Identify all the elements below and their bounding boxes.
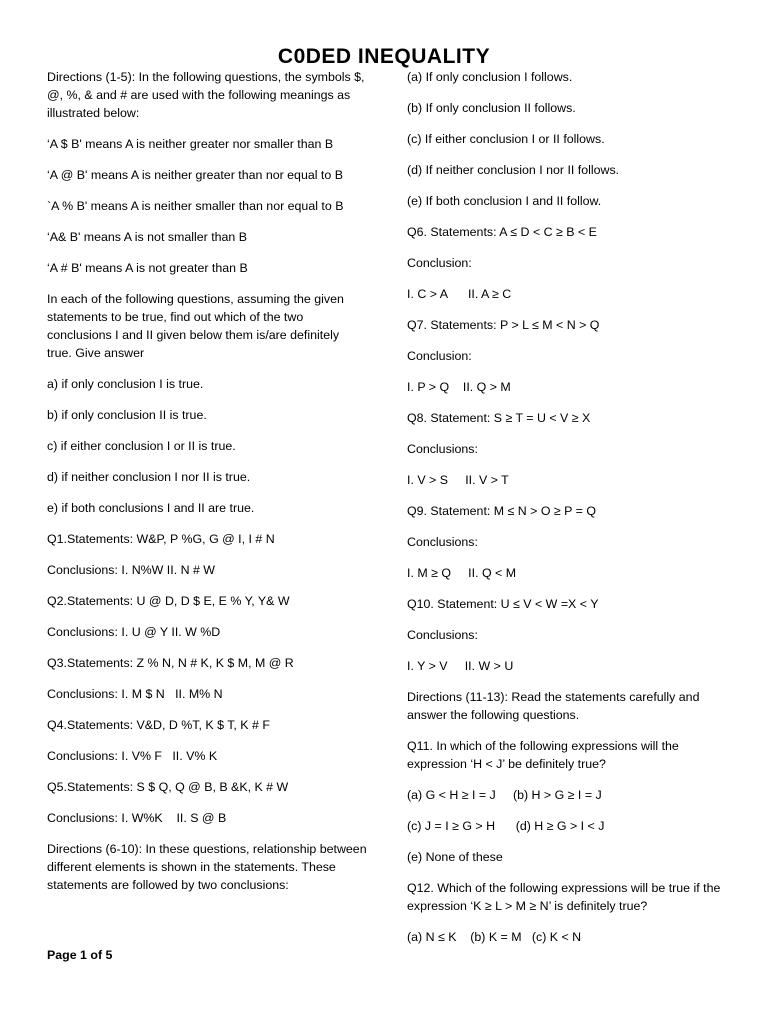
page-number: Page 1 of 5 — [47, 948, 113, 962]
right-paragraph: (e) None of these — [407, 850, 503, 864]
right-paragraph: Conclusions: — [407, 628, 478, 642]
left-paragraph: In each of the following questions, assuming the given statements to be true, find out which of the two conclusions I and II given below them is/are definitely true. Give answer — [47, 292, 348, 360]
left-paragraph: c) if either conclusion I or II is true. — [47, 439, 236, 453]
right-paragraph: I. M ≥ Q II. Q < M — [407, 566, 517, 580]
right-paragraph: Q7. Statements: P > L ≤ M < N > Q — [407, 318, 600, 332]
left-paragraph: Conclusions: I. M $ N II. M% N — [47, 687, 223, 701]
left-paragraph: Q5.Statements: S $ Q, Q @ B, B &K, K # W — [47, 780, 289, 794]
left-paragraph: ‘A # B' means A is not greater than B — [47, 261, 248, 275]
left-paragraph: Q1.Statements: W&P, P %G, G @ I, I # N — [47, 532, 275, 546]
right-paragraph: Conclusion: — [407, 256, 472, 270]
left-paragraph: d) if neither conclusion I nor II is true. — [47, 470, 251, 484]
right-paragraph: Directions (11-13): Read the statements carefully and answer the following questions. — [407, 690, 703, 722]
right-paragraph: (b) If only conclusion II follows. — [407, 101, 576, 115]
left-paragraph: b) if only conclusion II is true. — [47, 408, 207, 422]
right-paragraph: Q8. Statement: S ≥ T = U < V ≥ X — [407, 411, 591, 425]
left-paragraph: Q4.Statements: V&D, D %T, K $ T, K # F — [47, 718, 270, 732]
document-title: C0DED INEQUALITY — [277, 45, 491, 68]
right-paragraph: Q10. Statement: U ≤ V < W =X < Y — [407, 597, 599, 611]
right-paragraph: (c) If either conclusion I or II follows. — [407, 132, 605, 146]
right-paragraph: Q6. Statements: A ≤ D < C ≥ B < E — [407, 225, 597, 239]
left-paragraph: ‘A @ B' means A is neither greater than nor equal to B — [47, 168, 343, 182]
left-column — [47, 68, 371, 894]
right-paragraph: (a) If only conclusion I follows. — [407, 70, 573, 84]
left-paragraph: ‘A& B' means A is not smaller than B — [47, 230, 248, 244]
right-paragraph: Q11. In which of the following expressions will the expression ‘H < J’ be definitely true? — [407, 739, 683, 771]
left-paragraph: Directions (6-10): In these questions, relationship between different elements is shown in the statements. These statements are followed by two conclusions: — [47, 842, 371, 892]
right-paragraph: (a) N ≤ K (b) K = M (c) K < N — [407, 930, 582, 944]
left-paragraph: Q2.Statements: U @ D, D $ E, E % Y, Y& W — [47, 594, 290, 608]
left-paragraph: Conclusions: I. N%W II. N # W — [47, 563, 215, 577]
left-paragraph: Directions (1-5): In the following questions, the symbols $, @, %, & and # are used with the following meanings as illustrated below: — [47, 70, 368, 120]
right-paragraph: I. C > A II. A ≥ C — [407, 287, 512, 301]
right-column — [407, 68, 732, 946]
right-paragraph: (a) G < H ≥ I = J (b) H > G ≥ I = J — [407, 788, 602, 802]
left-paragraph: e) if both conclusions I and II are true. — [47, 501, 255, 515]
right-paragraph: Conclusion: — [407, 349, 472, 363]
left-paragraph: Q3.Statements: Z % N, N # K, K $ M, M @ R — [47, 656, 294, 670]
left-paragraph: ‘A $ B' means A is neither greater nor smaller than B — [47, 137, 334, 151]
right-paragraph: I. Y > V II. W > U — [407, 659, 514, 673]
right-paragraph: Conclusions: — [407, 535, 478, 549]
right-paragraph: (c) J = I ≥ G > H (d) H ≥ G > I < J — [407, 819, 605, 833]
right-paragraph: Q12. Which of the following expressions will be true if the expression ‘K ≥ L > M ≥ N’ is definitely true? — [407, 881, 724, 913]
right-paragraph: Conclusions: — [407, 442, 478, 456]
left-paragraph: Conclusions: I. V% F II. V% K — [47, 749, 218, 763]
right-paragraph: Q9. Statement: M ≤ N > O ≥ P = Q — [407, 504, 596, 518]
right-paragraph: I. V > S II. V > T — [407, 473, 509, 487]
left-paragraph: Conclusions: I. U @ Y II. W %D — [47, 625, 221, 639]
right-paragraph: (d) If neither conclusion I nor II follows. — [407, 163, 620, 177]
left-paragraph: Conclusions: I. W%K II. S @ B — [47, 811, 227, 825]
right-paragraph: I. P > Q II. Q > M — [407, 380, 511, 394]
left-paragraph: `A % B' means A is neither smaller than nor equal to B — [47, 199, 344, 213]
left-paragraph: a) if only conclusion I is true. — [47, 377, 204, 391]
right-paragraph: (e) If both conclusion I and II follow. — [407, 194, 602, 208]
